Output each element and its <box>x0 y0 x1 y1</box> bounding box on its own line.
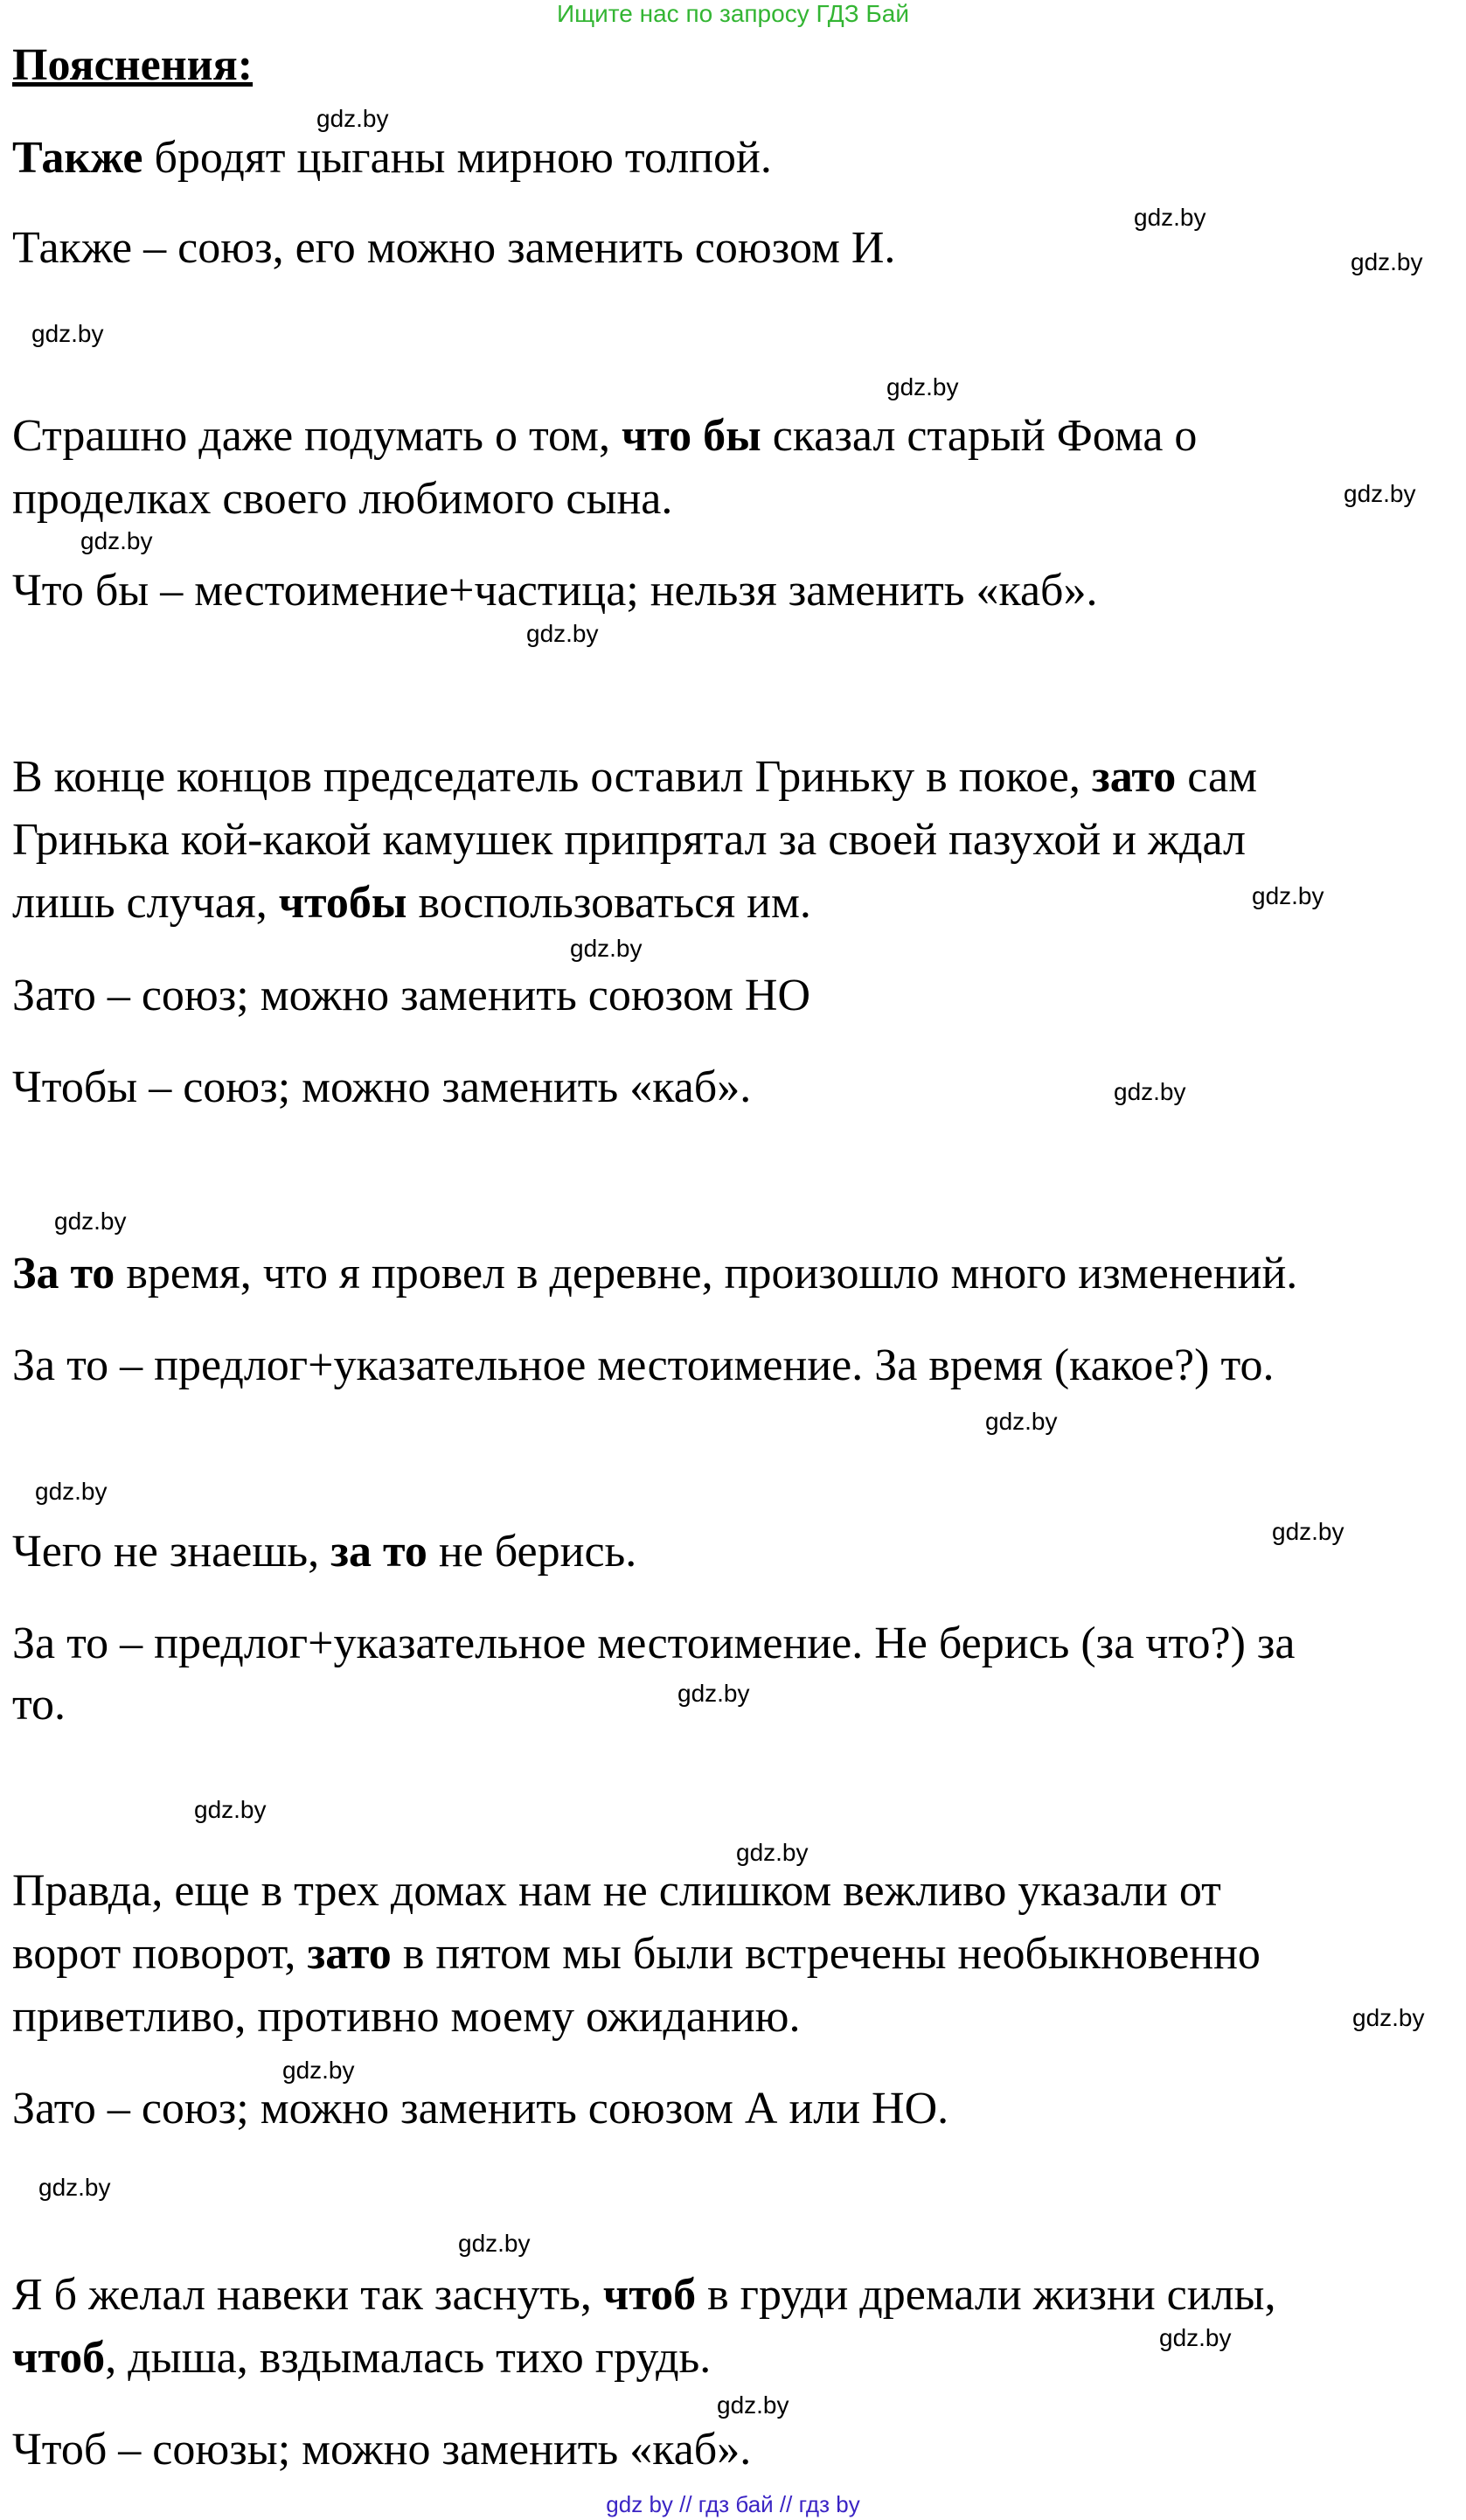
watermark: gdz.by <box>526 620 599 647</box>
watermark: gdz.by <box>985 1408 1058 1435</box>
text-line: ворот поворот, зато в пятом мы были встречены необыкновенно <box>12 1929 1261 1979</box>
text-line: Чтобы – союз; можно заменить «каб». <box>12 1062 752 1112</box>
watermark: gdz.by <box>570 935 643 962</box>
footer-links: gdz by // гдз бай // гдз by <box>606 2491 860 2517</box>
watermark: gdz.by <box>717 2391 789 2419</box>
text-line: лишь случая, чтобы воспользоваться им. <box>12 878 811 928</box>
watermark: gdz.by <box>35 1478 108 1505</box>
watermark: gdz.by <box>736 1839 809 1866</box>
watermark: gdz.by <box>1159 2324 1232 2351</box>
watermark: gdz.by <box>1352 2004 1425 2031</box>
watermark: gdz.by <box>1252 882 1324 909</box>
watermark: gdz.by <box>1134 204 1206 231</box>
text-line: проделках своего любимого сына. <box>12 474 673 524</box>
watermark: gdz.by <box>31 320 104 347</box>
text-line: Гринька кой-какой камушек припрятал за своей пазухой и ждал <box>12 815 1246 865</box>
watermark: gdz.by <box>458 2230 531 2257</box>
text-line: Правда, еще в трех домах нам не слишком вежливо указали от <box>12 1866 1221 1916</box>
text-line: Чтоб – союзы; можно заменить «каб». <box>12 2425 752 2475</box>
text-line: чтоб, дыша, вздымалась тихо грудь. <box>12 2333 712 2383</box>
watermark: gdz.by <box>194 1796 267 1823</box>
watermark: gdz.by <box>1114 1078 1186 1105</box>
text-line: Зато – союз; можно заменить союзом А или НО. <box>12 2084 949 2134</box>
watermark: gdz.by <box>80 527 153 554</box>
watermark: gdz.by <box>38 2174 111 2201</box>
text-line: За то – предлог+указательное местоимение. Не берись (за что?) за <box>12 1619 1296 1668</box>
text-line: то. <box>12 1680 66 1730</box>
watermark: gdz.by <box>1344 480 1416 507</box>
text-line: За то время, что я провел в деревне, произошло много изменений. <box>12 1249 1298 1298</box>
text-line: В конце концов председатель оставил Гриньку в покое, зато сам <box>12 752 1257 802</box>
page-heading: Пояснения: <box>12 40 254 90</box>
watermark: gdz.by <box>677 1680 750 1707</box>
text-line: Также – союз, его можно заменить союзом И. <box>12 223 896 273</box>
text-line: Я б желал навеки так заснуть, чтоб в груди дремали жизни силы, <box>12 2270 1276 2320</box>
text-line: приветливо, противно моему ожиданию. <box>12 1992 801 2042</box>
watermark: gdz.by <box>282 2057 355 2084</box>
watermark: gdz.by <box>54 1208 127 1235</box>
text-line: За то – предлог+указательное местоимение. За время (какое?) то. <box>12 1340 1275 1390</box>
text-line: Чего не знаешь, за то не берись. <box>12 1527 637 1577</box>
text-line: Что бы – местоимение+частица; нельзя заменить «каб». <box>12 566 1098 616</box>
text-line: Страшно даже подумать о том, что бы сказал старый Фома о <box>12 411 1198 461</box>
watermark: gdz.by <box>316 105 389 132</box>
watermark: gdz.by <box>1351 248 1423 275</box>
text-line: Также бродят цыганы мирною толпой. <box>12 133 772 183</box>
text-line: Зато – союз; можно заменить союзом НО <box>12 971 810 1020</box>
top-banner: Ищите нас по запросу ГДЗ Бай <box>556 0 910 27</box>
watermark: gdz.by <box>1272 1518 1344 1545</box>
watermark: gdz.by <box>886 373 959 400</box>
